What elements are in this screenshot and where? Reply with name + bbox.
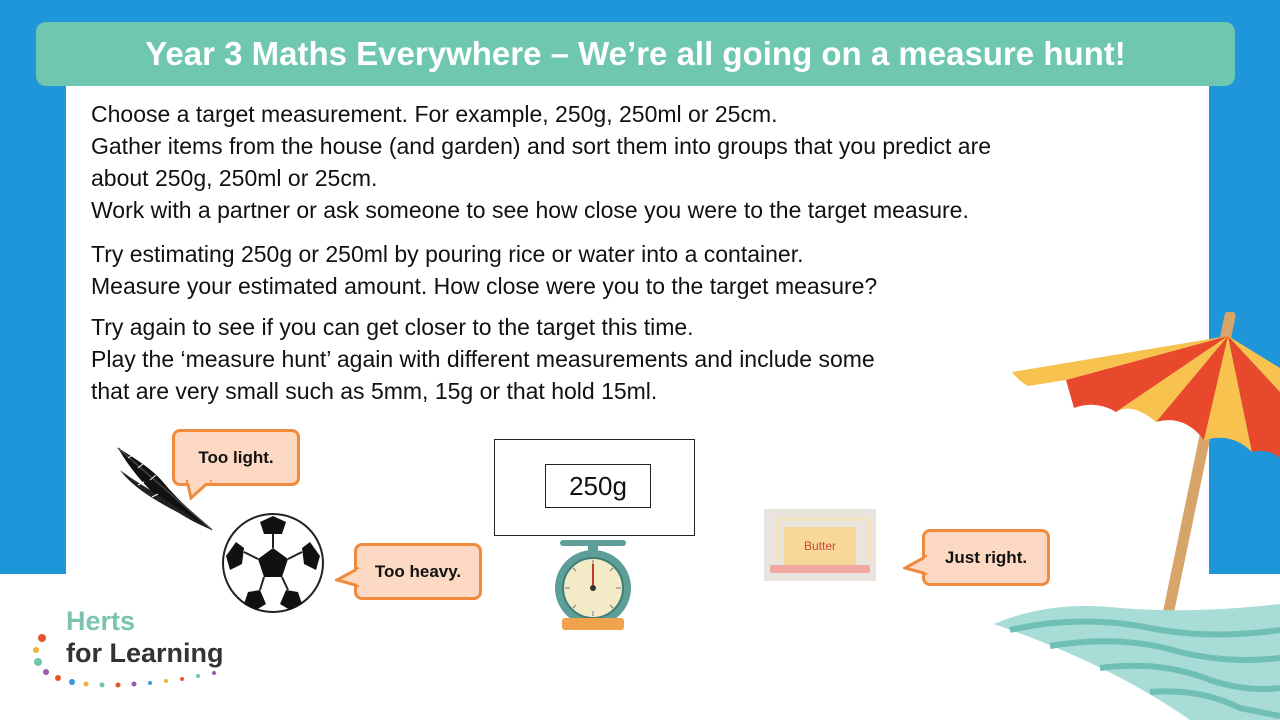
text-line: Gather items from the house (and garden) and sort them into groups that you predict are [91,133,992,159]
instructions-block-1 [91,98,1191,226]
title-bar [36,22,1235,86]
text-line: Measure your estimated amount. How close were you to the target measure? [91,273,878,299]
too-light-label: Too light. [198,447,274,467]
logo-line-2: for Learning [66,638,224,668]
just-right-label: Just right. [944,547,1028,567]
logo-line-1: Herts [66,606,136,636]
text-line: that are very small such as 5mm, 15g or that hold 15ml. [91,378,658,404]
butter-block: Butter [784,527,856,565]
too-light-bubble [172,429,300,486]
logo-swirl-icon [28,630,228,692]
text-line: Work with a partner or ask someone to see how close you were to the target measure. [91,197,969,223]
target-label: 250g [545,464,651,508]
text-line: Try again to see if you can get closer to the target this time. [91,314,694,340]
page-title: Year 3 Maths Everywhere – We’re all going on a measure hunt! [145,35,1126,72]
kitchen-scale-icon [550,538,636,632]
butter-icon [764,509,876,581]
target-box [494,439,695,536]
instructions-block-2 [91,238,1191,302]
text-line: Choose a target measurement. For example, 250g, 250ml or 25cm. [91,101,778,127]
beach-towel-icon [990,584,1280,720]
too-heavy-label: Too heavy. [374,561,462,581]
bubble-tail-icon [185,480,215,500]
beach-umbrella-icon [1006,312,1280,628]
butter-tray [770,565,870,573]
text-line: about 250g, 250ml or 25cm. [91,165,378,191]
too-heavy-bubble [354,543,482,600]
text-line: Try estimating 250g or 250ml by pouring rice or water into a container. [91,241,804,267]
football-icon [220,512,326,614]
bubble-tail-icon [335,566,361,590]
bubble-tail-icon [903,554,929,578]
text-line: Play the ‘measure hunt’ again with different measurements and include some [91,346,875,372]
